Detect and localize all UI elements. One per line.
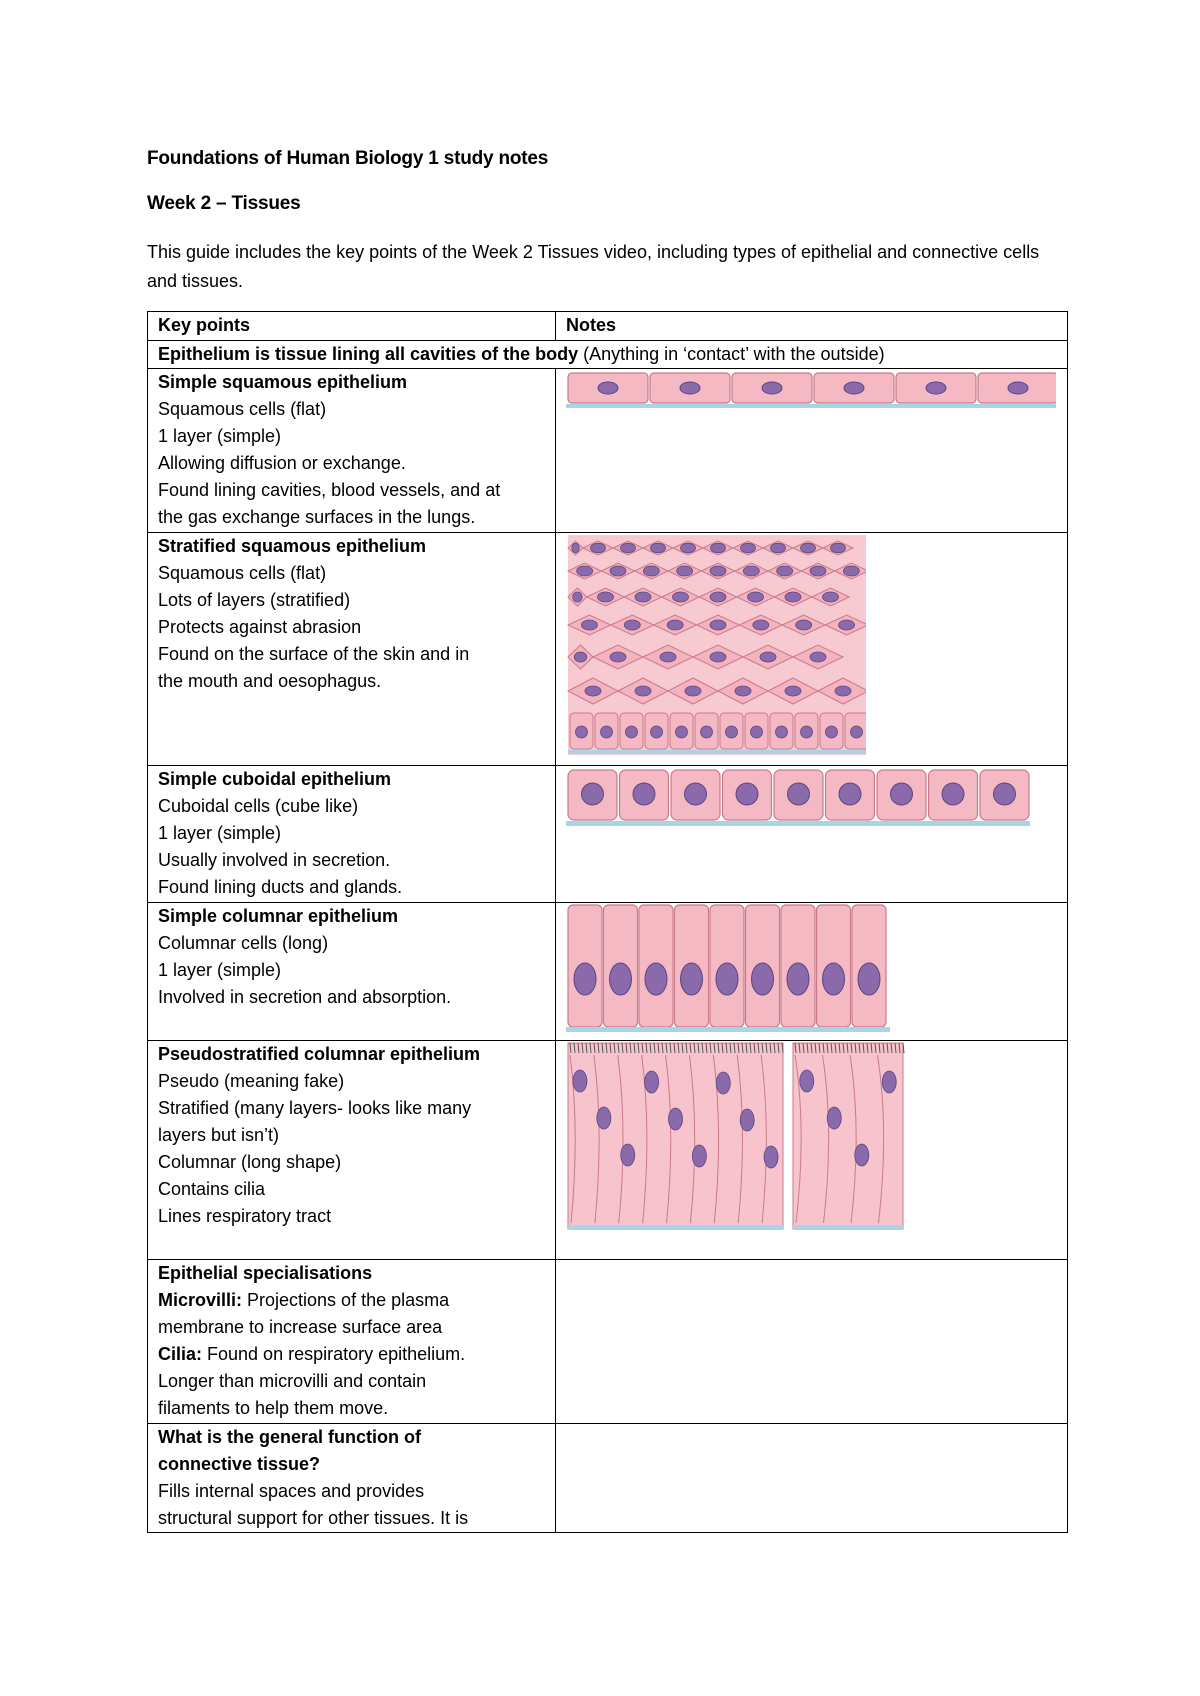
row-line: the mouth and oesophagus. <box>158 671 382 691</box>
nucleus <box>726 726 738 738</box>
nucleus <box>680 382 700 394</box>
simple-columnar-illustration <box>556 903 896 1038</box>
nucleus <box>831 543 846 552</box>
nucleus <box>710 566 726 576</box>
row-line: Found lining ducts and glands. <box>158 877 403 897</box>
header-notes: Notes <box>556 312 1068 341</box>
nucleus <box>651 543 666 552</box>
row-line: Contains cilia <box>158 1179 266 1199</box>
nucleus <box>827 1107 841 1129</box>
nucleus <box>760 652 776 662</box>
nucleus <box>621 1144 635 1166</box>
nucleus <box>851 726 863 738</box>
nucleus <box>676 726 688 738</box>
nucleus <box>777 566 793 576</box>
epithelium-definition-bold: Epithelium is tissue lining all cavities of the body <box>158 344 579 364</box>
nucleus <box>574 963 596 995</box>
nucleus <box>776 726 788 738</box>
nucleus <box>785 686 801 696</box>
row-line: Stratified (many layers- looks like many <box>158 1098 472 1118</box>
document-title: Foundations of Human Biology 1 study notes <box>147 148 549 169</box>
row-line: 1 layer (simple) <box>158 426 282 446</box>
row-title: Epithelial specialisations <box>158 1263 373 1283</box>
nucleus <box>741 543 756 552</box>
row-line: 1 layer (simple) <box>158 960 282 980</box>
basement-membrane <box>566 404 1056 408</box>
epithelium-definition <box>148 341 1068 369</box>
nucleus <box>716 1072 730 1094</box>
row-line: Protects against abrasion <box>158 617 362 637</box>
nucleus <box>762 382 782 394</box>
nucleus <box>610 963 632 995</box>
nucleus <box>710 592 726 602</box>
nucleus <box>582 783 604 805</box>
row-line: Found lining cavities, blood vessels, and at <box>158 480 501 500</box>
nucleus <box>573 1070 587 1092</box>
nucleus <box>748 592 764 602</box>
nucleus <box>753 620 769 630</box>
nucleus <box>573 592 582 602</box>
nucleus <box>787 963 809 995</box>
notes-cell <box>556 766 1068 903</box>
row-line: Found on the surface of the skin and in <box>158 644 470 664</box>
nucleus <box>801 543 816 552</box>
row-line: Allowing diffusion or exchange. <box>158 453 406 473</box>
nucleus <box>621 543 636 552</box>
nucleus <box>844 382 864 394</box>
row-line: Squamous cells (flat) <box>158 563 327 583</box>
nucleus <box>716 963 738 995</box>
nucleus <box>574 652 587 662</box>
row-title: Stratified squamous epithelium <box>158 536 427 556</box>
row-line <box>158 1287 555 1314</box>
cilia-text: Found on respiratory epithelium. <box>202 1344 466 1364</box>
table-row <box>148 341 1068 369</box>
row-line: Longer than microvilli and contain <box>158 1371 427 1391</box>
row-line: Lots of layers (stratified) <box>158 590 351 610</box>
microvilli-label: Microvilli: <box>158 1290 243 1310</box>
table-row <box>148 903 1068 1041</box>
row-line: layers but isn’t) <box>158 1125 280 1145</box>
nucleus <box>633 783 655 805</box>
nucleus <box>843 566 859 576</box>
nucleus <box>667 620 683 630</box>
row-line: Lines respiratory tract <box>158 1206 332 1226</box>
notes-cell <box>556 1041 1068 1260</box>
document-week-heading: Week 2 – Tissues <box>147 193 301 214</box>
row-title: Simple columnar epithelium <box>158 906 399 926</box>
nucleus <box>835 686 851 696</box>
nucleus <box>826 726 838 738</box>
row-line: filaments to help them move. <box>158 1398 389 1418</box>
nucleus <box>701 726 713 738</box>
nucleus <box>796 620 812 630</box>
key-point-cell <box>148 1041 556 1260</box>
tissue-block <box>568 1043 783 1229</box>
nucleus <box>577 566 593 576</box>
cilia-label: Cilia: <box>158 1344 203 1364</box>
nucleus <box>692 1145 706 1167</box>
nucleus <box>740 1109 754 1131</box>
key-point-cell <box>148 766 556 903</box>
notes-cell <box>556 533 1068 766</box>
nucleus <box>635 592 651 602</box>
row-title: Simple cuboidal epithelium <box>158 769 392 789</box>
key-point-cell <box>148 533 556 766</box>
nucleus <box>681 963 703 995</box>
row-line: structural support for other tissues. It is <box>158 1508 469 1528</box>
basement-membrane <box>793 1225 903 1229</box>
row-line: Columnar (long shape) <box>158 1152 342 1172</box>
nucleus <box>839 783 861 805</box>
key-point-cell <box>148 903 556 1041</box>
document-intro: This guide includes the key points of the Week 2 Tissues video, including types of epithelial and connective cells and tissues. <box>147 242 1040 291</box>
nucleus <box>810 652 826 662</box>
nucleus <box>785 592 801 602</box>
basement-membrane <box>566 821 1030 826</box>
microvilli-text: Projections of the plasma <box>242 1290 450 1310</box>
header-key-points: Key points <box>148 312 556 341</box>
nucleus <box>743 566 759 576</box>
nucleus <box>626 726 638 738</box>
nucleus <box>601 726 613 738</box>
table-row <box>148 1424 1068 1533</box>
nucleus <box>643 566 659 576</box>
nucleus <box>823 963 845 995</box>
nucleus <box>751 726 763 738</box>
nucleus <box>651 726 663 738</box>
row-title: Simple squamous epithelium <box>158 372 408 392</box>
simple-squamous-illustration <box>556 369 1056 414</box>
table-row <box>148 1041 1068 1260</box>
row-line: membrane to increase surface area <box>158 1317 443 1337</box>
nucleus <box>673 592 689 602</box>
nucleus <box>858 963 880 995</box>
nucleus <box>572 543 580 552</box>
nucleus <box>752 963 774 995</box>
nucleus <box>711 543 726 552</box>
row-line: Cuboidal cells (cube like) <box>158 796 359 816</box>
nucleus <box>635 686 651 696</box>
simple-cuboidal-illustration <box>556 766 1036 831</box>
nucleus <box>624 620 640 630</box>
epithelium-definition-note: (Anything in ‘contact’ with the outside) <box>578 344 885 364</box>
table-row <box>148 533 1068 766</box>
nucleus <box>645 1071 659 1093</box>
nucleus <box>942 783 964 805</box>
nucleus <box>1008 382 1028 394</box>
nucleus <box>645 963 667 995</box>
nucleus <box>994 783 1016 805</box>
row-line: the gas exchange surfaces in the lungs. <box>158 507 476 527</box>
basement-membrane <box>568 1225 783 1229</box>
table-row <box>148 369 1068 533</box>
nucleus <box>764 1146 778 1168</box>
row-title: Pseudostratified columnar epithelium <box>158 1044 481 1064</box>
nucleus <box>882 1071 896 1093</box>
row-line <box>158 1341 555 1368</box>
nucleus <box>788 783 810 805</box>
nucleus <box>669 1108 683 1130</box>
key-point-cell <box>148 1260 556 1424</box>
nucleus <box>735 686 751 696</box>
basement-membrane <box>566 1027 890 1032</box>
nucleus <box>685 686 701 696</box>
nucleus <box>681 543 696 552</box>
nucleus <box>685 783 707 805</box>
row-title: connective tissue? <box>158 1454 321 1474</box>
row-line: Pseudo (meaning fake) <box>158 1071 345 1091</box>
notes-cell <box>556 1424 1068 1533</box>
nucleus <box>610 566 626 576</box>
row-line: Squamous cells (flat) <box>158 399 327 419</box>
row-title: What is the general function of <box>158 1427 422 1447</box>
row-line: Involved in secretion and absorption. <box>158 987 452 1007</box>
nucleus <box>800 1070 814 1092</box>
pseudostratified-columnar-illustration <box>556 1041 906 1233</box>
nucleus <box>839 620 855 630</box>
nucleus <box>810 566 826 576</box>
nucleus <box>710 652 726 662</box>
nucleus <box>597 1107 611 1129</box>
row-line: 1 layer (simple) <box>158 823 282 843</box>
nucleus <box>891 783 913 805</box>
nucleus <box>677 566 693 576</box>
nucleus <box>598 592 614 602</box>
nucleus <box>610 652 626 662</box>
basement-membrane <box>568 750 866 754</box>
nucleus <box>736 783 758 805</box>
table-row <box>148 766 1068 903</box>
notes-cell <box>556 903 1068 1041</box>
notes-table <box>147 311 1068 1533</box>
nucleus <box>576 726 588 738</box>
key-point-cell <box>148 369 556 533</box>
row-line: Usually involved in secretion. <box>158 850 391 870</box>
nucleus <box>710 620 726 630</box>
nucleus <box>591 543 606 552</box>
notes-cell <box>556 1260 1068 1424</box>
table-row <box>148 1260 1068 1424</box>
nucleus <box>598 382 618 394</box>
table-header-row <box>148 312 1068 341</box>
nucleus <box>581 620 597 630</box>
nucleus <box>660 652 676 662</box>
notes-cell <box>556 369 1068 533</box>
nucleus <box>585 686 601 696</box>
nucleus <box>926 382 946 394</box>
nucleus <box>823 592 839 602</box>
nucleus <box>771 543 786 552</box>
row-line: Columnar cells (long) <box>158 933 329 953</box>
row-line: Fills internal spaces and provides <box>158 1481 425 1501</box>
stratified-squamous-illustration <box>556 533 866 758</box>
nucleus <box>801 726 813 738</box>
key-point-cell <box>148 1424 556 1533</box>
nucleus <box>855 1144 869 1166</box>
